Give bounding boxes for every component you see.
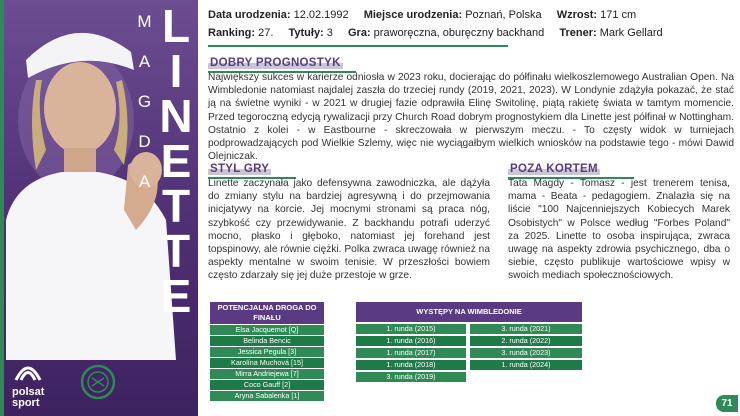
off-court-title-text: POZA KORTEM [510, 163, 598, 175]
titles-value: 3 [326, 27, 333, 39]
first-name-letter: M [137, 12, 153, 31]
player-panel [0, 0, 198, 416]
draw-table-row: Jessica Pegula [3] [210, 347, 324, 357]
wimbledon-result-cell: 1. runda (2015) [356, 324, 466, 334]
info-row-career [208, 27, 663, 39]
last-name-letter: N [159, 90, 193, 142]
birth-place-label: Miejsce urodzenia: [363, 9, 463, 21]
draw-table-row: Aryna Sabalenka [1] [210, 391, 324, 401]
off-court-text: Tata Magdy - Tomasz - jest trenerem tenisa, mama - Beata - pedagogiem. Znalazła się na liście "100 Najcenniejszych Kobiecych Marek Osobistych" w Polsce według "Forbes Poland" za 2025. Linette to osoba inspirująca, zwraca uwagę na aspekty zdrowia psychicznego, dba o siebie, często publikuje wartościowe wpisy w swoich mediach społecznościowych. [508, 178, 730, 282]
first-name-vertical [134, 12, 156, 212]
first-name-letter: G [137, 92, 153, 111]
play-value: praworęczna, oburęczny backhand [373, 27, 545, 39]
first-name-letter: A [138, 172, 152, 191]
draw-table-header: POTENCJALNA DROGA DO FINAŁU [210, 302, 324, 324]
style-text: Linette zaczynała jako defensywna zawodniczka, ale dążyła do zmiany stylu na bardziej agresywną i do przejmowania inicjatywy na korcie. Jej mocnymi stronami są praca nóg, szybkość czy przewidywanie. Z backhandu potrafi uderzyć mocno, płasko i głęboko, natomiast jej forehand jest topspinowy, ale równie ciężki. Polka zwraca uwagę również na aspekty mentalne w swoim tenisie. W przeszłości bowiem często zdarzały się jej duże przestoje w grze. [208, 178, 490, 282]
titles-label: Tytuły: [288, 27, 324, 39]
wimbledon-result-cell: 1. runda (2024) [470, 360, 582, 370]
forecast-title-text: DOBRY PROGNOSTYK [210, 57, 341, 69]
style-title-text: STYL GRY [210, 163, 270, 175]
polsat-sport-logo [12, 360, 72, 408]
coach-label: Trener: [559, 27, 597, 39]
ranking-value: 27. [258, 27, 274, 39]
ranking-label: Ranking: [208, 27, 256, 39]
wimbledon-table-header: WYSTĘPY NA WIMBLEDONIE [356, 302, 582, 322]
draw-table-row: Coco Gauff [2] [210, 380, 324, 390]
brand-line-2: sport [12, 397, 40, 409]
last-name-letter: E [160, 270, 192, 322]
last-name-letter: T [161, 225, 191, 277]
page-number: 71 [716, 395, 738, 412]
wimbledon-result-cell: 2. runda (2022) [470, 336, 582, 346]
draw-table-row: Elsa Jacquemot [Q] [210, 325, 324, 335]
forecast-text: Największy sukces w karierze odniosła w 2023 roku, docierając do półfinału wielkoszlemowego Australian Open. Na Wimbledonie natomiast najdalej zaszła do trzeciej rundy (2019, 2021, 2023). W Londynie zdążyła pokazać, że stać ją na świetne wyniki - w 2021 w drugiej fazie odprawiła Elinę Switolinę, piątą rakietę świata w tamtym momencie. Przed tegoroczną edycją rywalizacji przy Church Road dobrym prognostykiem dla Linette jest półfinał w Nottingham. Ostatnio z kolei - w Eastbourne - skreczowała w pierwszym meczu. - To częsty widok w turniejach podprowadzających pod Wielkie Szlemy, więc nie wyciągałbym wielkich wniosków na podstawie tego - mówi Dawid Olejniczak. [208, 72, 734, 163]
play-label: Gra: [347, 27, 371, 39]
birth-date-label: Data urodzenia: [208, 9, 291, 21]
last-name-letter: L [161, 0, 191, 52]
birth-date-value: 12.02.1992 [293, 9, 349, 21]
last-name-vertical [156, 0, 196, 322]
birth-place-value: Poznań, Polska [465, 9, 542, 21]
last-name-letter: E [160, 135, 192, 187]
wimbledon-emblem-icon [80, 364, 116, 400]
draw-table-row: Karolína Muchová [15] [210, 358, 324, 368]
style-title [208, 163, 271, 175]
height-label: Wzrost: [556, 9, 598, 21]
wimbledon-result-cell: 3. runda (2023) [470, 348, 582, 358]
first-name-letter: D [138, 132, 152, 151]
wimbledon-result-cell: 1. runda (2017) [356, 348, 466, 358]
forecast-title [208, 57, 343, 69]
coach-value: Mark Gellard [599, 27, 663, 39]
wimbledon-result-cell: 1. runda (2018) [356, 360, 466, 370]
off-court-title [508, 163, 600, 175]
height-value: 171 cm [600, 9, 637, 21]
brand-line-1: polsat [12, 386, 45, 398]
polsat-logo-icon [14, 360, 42, 382]
accent-stripe [0, 0, 4, 416]
wimbledon-result-cell: 3. runda (2019) [356, 372, 466, 382]
wimbledon-result-cell: 3. runda (2021) [470, 324, 582, 334]
last-name-letter: T [161, 180, 191, 232]
wimbledon-result-cell: 1. runda (2016) [356, 336, 466, 346]
first-name-letter: A [138, 52, 152, 71]
draw-table-row: Mirra Andriejewa [7] [210, 369, 324, 379]
draw-table-row: Belinda Bencic [210, 336, 324, 346]
info-divider [208, 45, 508, 47]
last-name-letter: I [169, 45, 183, 97]
info-row-personal [208, 9, 636, 21]
